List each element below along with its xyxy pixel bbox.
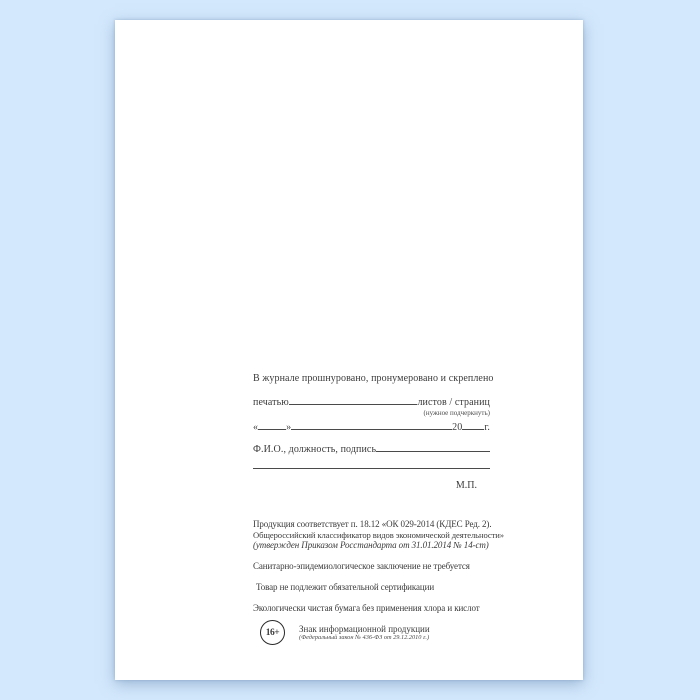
- blank-line: [289, 404, 418, 405]
- sheets-label: листов / страниц: [417, 397, 490, 408]
- seal-row: [253, 397, 490, 409]
- conformity-line-1: Продукция соответствует п. 18.12 «ОК 029-2014 (КДЕС Ред. 2).: [253, 519, 492, 529]
- year-prefix: 20: [452, 422, 463, 433]
- certification-statement: Товар не подлежит обязательной сертификации: [256, 582, 435, 592]
- age-mark-label: Знак информационной продукции: [299, 624, 430, 634]
- close-quote: »: [286, 422, 292, 433]
- blank-line: [376, 451, 490, 452]
- open-quote: «: [253, 422, 259, 433]
- age-mark-text: [299, 620, 430, 642]
- age-16-plus-icon: 16+: [260, 620, 285, 645]
- year-suffix: г.: [484, 422, 490, 433]
- age-mark-law-note: (Федеральный закон № 436-ФЗ от 29.12.2010 г.): [299, 634, 430, 641]
- document-page: [115, 20, 583, 680]
- binding-statement: В журнале прошнуровано, пронумеровано и скреплено: [253, 373, 494, 384]
- date-row: [253, 422, 490, 434]
- sanitary-statement: Санитарно-эпидемиологическое заключение не требуется: [253, 561, 470, 571]
- conformity-paragraph: [253, 519, 513, 551]
- conformity-line-2: Общероссийский классификатор видов экономической деятельности»: [253, 529, 504, 540]
- blank-line: [291, 429, 452, 430]
- signature-row: [253, 444, 490, 456]
- signature-label: Ф.И.О., должность, подпись: [253, 444, 377, 455]
- eco-statement: Экологически чистая бумага без применения хлора и кислот: [253, 603, 480, 613]
- seal-abbreviation: М.П.: [455, 480, 477, 491]
- underline-note: (нужное подчеркнуть): [423, 409, 490, 417]
- age-mark-block: [260, 620, 430, 645]
- blank-line: [258, 429, 286, 430]
- blank-line: [462, 429, 484, 430]
- blank-line: [253, 468, 490, 469]
- seal-label: печатью: [253, 397, 289, 408]
- conformity-line-3: (утвержден Приказом Росстандарта от 31.01.2014 № 14-ст): [253, 540, 489, 550]
